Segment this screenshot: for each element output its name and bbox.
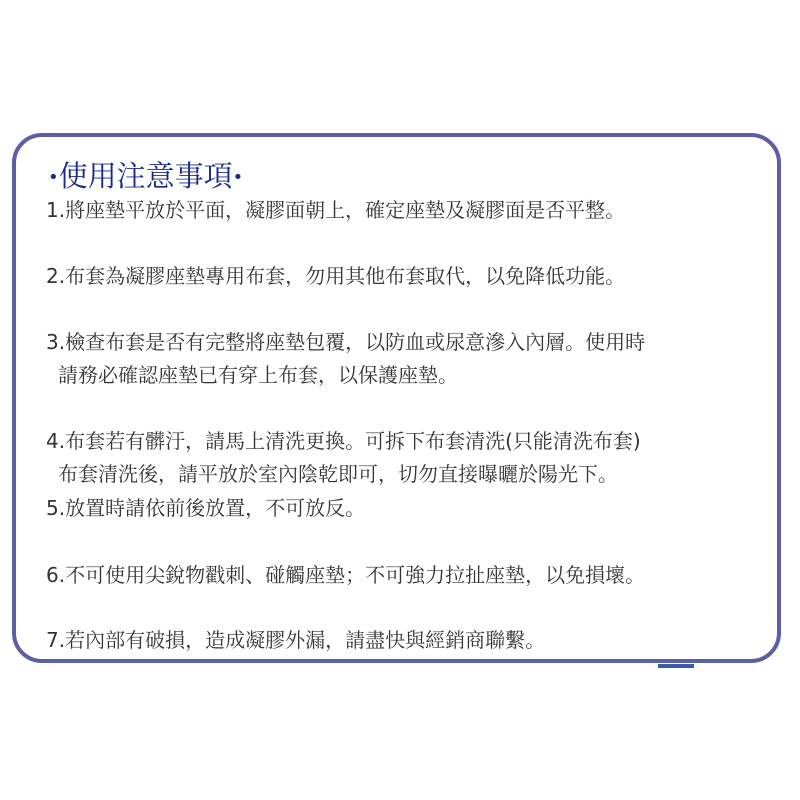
notice-item-4: 4.布套若有髒汙，請馬上清洗更換。可拆下布套清洗(只能清洗布套) — [46, 429, 641, 453]
title-bullet-right: • — [232, 167, 244, 188]
notice-item-4-continued: 布套清洗後，請平放於室內陰乾即可，切勿直接曝曬於陽光下。 — [58, 462, 618, 486]
title-bullet-left: • — [48, 167, 59, 188]
notice-item-3: 3.檢查布套是否有完整將座墊包覆，以防血或尿意滲入內層。使用時 — [46, 330, 646, 354]
notice-item-3-continued: 請務必確認座墊已有穿上布套，以保護座墊。 — [58, 363, 458, 387]
notice-item-1: 1.將座墊平放於平面，凝膠面朝上，確定座墊及凝膠面是否平整。 — [46, 198, 626, 222]
notice-item-7: 7.若內部有破損，造成凝膠外漏，請盡快與經銷商聯繫。 — [46, 628, 546, 652]
notice-item-5: 5.放置時請依前後放置，不可放反。 — [46, 496, 366, 520]
notice-item-2: 2.布套為凝膠座墊專用布套，勿用其他布套取代，以免降低功能。 — [46, 264, 626, 288]
title-text: 使用注意事項 — [58, 159, 233, 193]
bottom-accent-tab — [658, 664, 694, 668]
notice-item-6: 6.不可使用尖銳物戳刺、碰觸座墊；不可強力拉扯座墊，以免損壞。 — [46, 563, 646, 587]
notice-title — [48, 156, 243, 198]
